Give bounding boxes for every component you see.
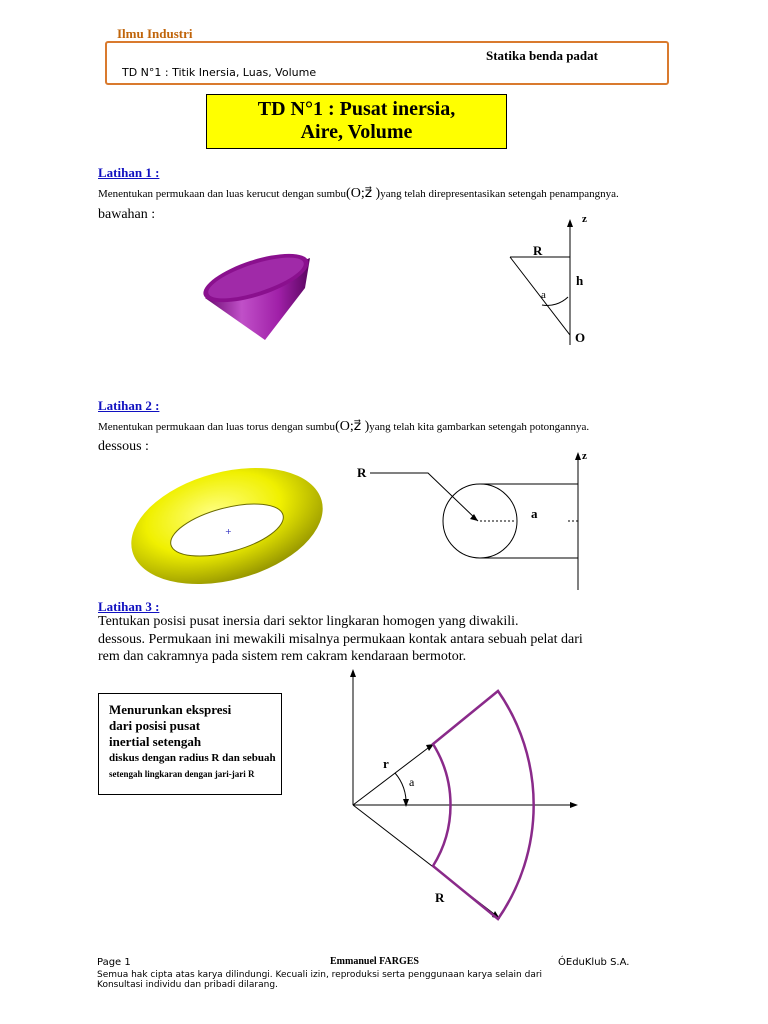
instruction-line5: setengah lingkaran dengan jari-jari R bbox=[109, 769, 255, 779]
torus-R-label: R bbox=[357, 465, 367, 480]
cone-section-diagram bbox=[500, 215, 610, 355]
ex1-axis: (O;z⃗ ) bbox=[346, 186, 381, 201]
instruction-line3: inertial setengah bbox=[109, 734, 202, 749]
cone-O-label: O bbox=[575, 330, 586, 345]
instruction-box bbox=[98, 693, 282, 795]
footer-author: Emmanuel FARGES bbox=[330, 956, 419, 967]
ex2-text-c: dessous : bbox=[98, 439, 149, 454]
page-title bbox=[206, 94, 507, 149]
footer-company: ÓEduKlub S.A. bbox=[558, 957, 630, 968]
footer-page: Page 1 bbox=[97, 957, 131, 968]
footer-copyright-line2: Konsultasi individu dan pribadi dilarang. bbox=[97, 980, 278, 990]
cone-a-label: a bbox=[541, 289, 546, 301]
cone-figure bbox=[190, 228, 330, 398]
header-doc-title: TD N°1 : Titik Inersia, Luas, Volume bbox=[122, 66, 317, 79]
ex2-text-a: Menentukan permukaan dan luas torus dengan sumbu bbox=[98, 421, 336, 433]
cone-h-label: h bbox=[576, 273, 584, 288]
sector-a-label: a bbox=[409, 775, 415, 789]
cone-z-label: z⃗ bbox=[582, 213, 596, 225]
ex3-heading: Latihan 3 : bbox=[98, 599, 160, 614]
ex3-line2: dessous. Permukaan ini mewakili misalnya permukaan kontak antara sebuah pelat dari bbox=[98, 632, 583, 647]
page-title-line2: Aire, Volume bbox=[300, 121, 413, 143]
sector-R-label: R bbox=[435, 890, 445, 905]
torus-figure bbox=[125, 458, 330, 593]
header-subject: Statika benda padat bbox=[486, 48, 598, 63]
cone-R-label: R bbox=[533, 243, 543, 258]
ex2-text-b: yang telah kita gambarkan setengah potongannya. bbox=[369, 421, 590, 433]
sector-diagram bbox=[340, 665, 580, 925]
sector-r-label: r bbox=[383, 756, 389, 771]
ex1-text-b: yang telah direpresentasikan setengah penampangnya. bbox=[380, 188, 619, 200]
torus-section-diagram bbox=[370, 448, 600, 593]
ex2-axis: (O;z⃗ ) bbox=[335, 419, 370, 434]
ex3-line1: Tentukan posisi pusat inersia dari sektor lingkaran homogen yang diwakili. bbox=[98, 614, 519, 629]
torus-z-label: z⃗ bbox=[582, 450, 596, 462]
instruction-line1: Menurunkan ekspresi bbox=[109, 702, 232, 717]
torus-a-label: a bbox=[531, 506, 538, 521]
ex3-line3: rem dan cakramnya pada sistem rem cakram kendaraan bermotor. bbox=[98, 649, 467, 664]
ex1-heading: Latihan 1 : bbox=[98, 165, 160, 180]
ex1-text-a: Menentukan permukaan dan luas kerucut dengan sumbu bbox=[98, 188, 347, 200]
page-title-line1: TD N°1 : Pusat inersia, bbox=[257, 98, 456, 120]
ex2-text bbox=[98, 418, 589, 435]
svg-text:+: + bbox=[225, 527, 232, 536]
ex1-text bbox=[98, 185, 619, 202]
footer-copyright-line1: Semua hak cipta atas karya dilindungi. Kecuali izin, reproduksi serta penggunaan karya selain dari bbox=[97, 970, 543, 980]
ex2-heading: Latihan 2 : bbox=[98, 398, 160, 413]
instruction-line4: diskus dengan radius R dan sebuah bbox=[109, 752, 276, 764]
brand-name: Ilmu Industri bbox=[117, 26, 193, 41]
ex1-text-c: bawahan : bbox=[98, 207, 156, 222]
instruction-line2: dari posisi pusat bbox=[109, 718, 201, 733]
